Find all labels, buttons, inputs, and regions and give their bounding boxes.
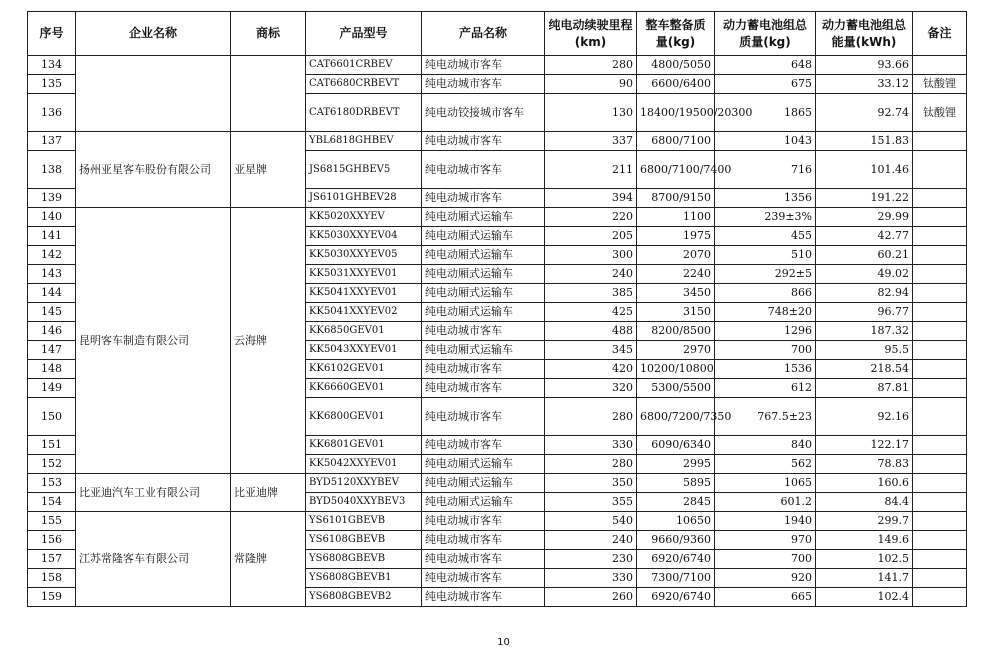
- range-cell: 220: [545, 208, 637, 227]
- brand-cell: 亚星牌: [231, 132, 306, 208]
- range-cell: 230: [545, 550, 637, 569]
- range-cell: 280: [545, 398, 637, 436]
- mass-cell: 2240: [637, 265, 715, 284]
- note-cell: [913, 265, 967, 284]
- mass-cell: 5300/5500: [637, 379, 715, 398]
- header-row: [28, 12, 967, 56]
- seq-cell: 153: [28, 474, 76, 493]
- battery-energy-cell: 299.7: [816, 512, 913, 531]
- range-cell: 130: [545, 94, 637, 132]
- product-cell: 纯电动厢式运输车: [422, 246, 545, 265]
- model-cell: KK5043XXYEV01: [306, 341, 422, 360]
- table-row: [28, 512, 967, 531]
- company-cell: 比亚迪汽车工业有限公司: [76, 474, 231, 512]
- battery-mass-cell: 562: [715, 455, 816, 474]
- battery-mass-cell: 239±3%: [715, 208, 816, 227]
- model-cell: BYD5040XXYBEV3: [306, 493, 422, 512]
- range-cell: 420: [545, 360, 637, 379]
- note-cell: [913, 341, 967, 360]
- product-cell: 纯电动城市客车: [422, 56, 545, 75]
- mass-cell: 2995: [637, 455, 715, 474]
- battery-mass-cell: 700: [715, 550, 816, 569]
- product-cell: 纯电动城市客车: [422, 569, 545, 588]
- battery-mass-cell: 748±20: [715, 303, 816, 322]
- note-cell: [913, 284, 967, 303]
- battery-mass-cell: 767.5±23: [715, 398, 816, 436]
- range-cell: 240: [545, 265, 637, 284]
- battery-energy-cell: 149.6: [816, 531, 913, 550]
- product-cell: 纯电动城市客车: [422, 189, 545, 208]
- product-cell: 纯电动铰接城市客车: [422, 94, 545, 132]
- note-cell: [913, 569, 967, 588]
- battery-energy-cell: 160.6: [816, 474, 913, 493]
- seq-cell: 157: [28, 550, 76, 569]
- product-cell: 纯电动厢式运输车: [422, 474, 545, 493]
- mass-cell: 10650: [637, 512, 715, 531]
- seq-cell: 149: [28, 379, 76, 398]
- battery-mass-cell: 1065: [715, 474, 816, 493]
- seq-cell: 139: [28, 189, 76, 208]
- company-cell: 江苏常隆客车有限公司: [76, 512, 231, 607]
- mass-cell: 2070: [637, 246, 715, 265]
- mass-cell: 6800/7100: [637, 132, 715, 151]
- table-row: [28, 132, 967, 151]
- battery-mass-cell: 665: [715, 588, 816, 607]
- battery-mass-cell: 612: [715, 379, 816, 398]
- battery-energy-cell: 60.21: [816, 246, 913, 265]
- range-cell: 280: [545, 56, 637, 75]
- seq-cell: 135: [28, 75, 76, 94]
- note-cell: [913, 531, 967, 550]
- battery-energy-cell: 92.74: [816, 94, 913, 132]
- seq-cell: 152: [28, 455, 76, 474]
- mass-cell: 5895: [637, 474, 715, 493]
- seq-cell: 144: [28, 284, 76, 303]
- range-cell: 205: [545, 227, 637, 246]
- mass-cell: 2845: [637, 493, 715, 512]
- product-cell: 纯电动城市客车: [422, 151, 545, 189]
- mass-cell: 6090/6340: [637, 436, 715, 455]
- note-cell: [913, 550, 967, 569]
- battery-mass-cell: 675: [715, 75, 816, 94]
- range-cell: 350: [545, 474, 637, 493]
- model-cell: YS6808GBEVB1: [306, 569, 422, 588]
- battery-energy-cell: 29.99: [816, 208, 913, 227]
- mass-cell: 4800/5050: [637, 56, 715, 75]
- header-battery-mass: 动力蓄电池组总质量(kg): [715, 12, 816, 56]
- page-number: 10: [497, 637, 510, 648]
- range-cell: 240: [545, 531, 637, 550]
- range-cell: 330: [545, 569, 637, 588]
- product-cell: 纯电动城市客车: [422, 322, 545, 341]
- battery-mass-cell: 970: [715, 531, 816, 550]
- seq-cell: 138: [28, 151, 76, 189]
- range-cell: 280: [545, 455, 637, 474]
- mass-cell: 3450: [637, 284, 715, 303]
- seq-cell: 146: [28, 322, 76, 341]
- battery-energy-cell: 102.5: [816, 550, 913, 569]
- mass-cell: 10200/10800: [637, 360, 715, 379]
- battery-energy-cell: 95.5: [816, 341, 913, 360]
- header-seq: 序号: [28, 12, 76, 56]
- seq-cell: 141: [28, 227, 76, 246]
- model-cell: JS6815GHBEV5: [306, 151, 422, 189]
- header-product: 产品名称: [422, 12, 545, 56]
- seq-cell: 147: [28, 341, 76, 360]
- vehicle-catalog-table: [27, 11, 967, 607]
- mass-cell: 6800/7100/7400: [637, 151, 715, 189]
- model-cell: KK5020XXYEV: [306, 208, 422, 227]
- note-cell: [913, 455, 967, 474]
- mass-cell: 9660/9360: [637, 531, 715, 550]
- product-cell: 纯电动厢式运输车: [422, 455, 545, 474]
- range-cell: 540: [545, 512, 637, 531]
- battery-energy-cell: 122.17: [816, 436, 913, 455]
- note-cell: 钛酸锂: [913, 94, 967, 132]
- table-row: [28, 208, 967, 227]
- battery-energy-cell: 96.77: [816, 303, 913, 322]
- model-cell: KK6850GEV01: [306, 322, 422, 341]
- note-cell: [913, 227, 967, 246]
- model-cell: KK5041XXYEV01: [306, 284, 422, 303]
- note-cell: [913, 303, 967, 322]
- model-cell: CAT6601CRBEV: [306, 56, 422, 75]
- note-cell: [913, 512, 967, 531]
- product-cell: 纯电动城市客车: [422, 588, 545, 607]
- model-cell: KK5030XXYEV04: [306, 227, 422, 246]
- range-cell: 330: [545, 436, 637, 455]
- model-cell: KK5041XXYEV02: [306, 303, 422, 322]
- note-cell: [913, 208, 967, 227]
- battery-mass-cell: 648: [715, 56, 816, 75]
- battery-mass-cell: 1536: [715, 360, 816, 379]
- model-cell: YS6101GBEVB: [306, 512, 422, 531]
- seq-cell: 134: [28, 56, 76, 75]
- model-cell: YS6808GBEVB2: [306, 588, 422, 607]
- model-cell: KK5030XXYEV05: [306, 246, 422, 265]
- header-note: 备注: [913, 12, 967, 56]
- battery-mass-cell: 510: [715, 246, 816, 265]
- note-cell: [913, 56, 967, 75]
- model-cell: YS6108GBEVB: [306, 531, 422, 550]
- product-cell: 纯电动城市客车: [422, 436, 545, 455]
- range-cell: 425: [545, 303, 637, 322]
- model-cell: YS6808GBEVB: [306, 550, 422, 569]
- mass-cell: 18400/19500/20300: [637, 94, 715, 132]
- mass-cell: 6600/6400: [637, 75, 715, 94]
- product-cell: 纯电动城市客车: [422, 379, 545, 398]
- note-cell: [913, 132, 967, 151]
- model-cell: KK6800GEV01: [306, 398, 422, 436]
- seq-cell: 142: [28, 246, 76, 265]
- range-cell: 300: [545, 246, 637, 265]
- mass-cell: 1975: [637, 227, 715, 246]
- battery-mass-cell: 700: [715, 341, 816, 360]
- model-cell: BYD5120XXYBEV: [306, 474, 422, 493]
- note-cell: [913, 189, 967, 208]
- header-range: 纯电动续驶里程(km): [545, 12, 637, 56]
- mass-cell: 8200/8500: [637, 322, 715, 341]
- range-cell: 355: [545, 493, 637, 512]
- note-cell: [913, 246, 967, 265]
- product-cell: 纯电动厢式运输车: [422, 227, 545, 246]
- range-cell: 385: [545, 284, 637, 303]
- header-mass: 整车整备质量(kg): [637, 12, 715, 56]
- header-battery-energy: 动力蓄电池组总能量(kWh): [816, 12, 913, 56]
- note-cell: [913, 151, 967, 189]
- battery-mass-cell: 1043: [715, 132, 816, 151]
- brand-cell: 常隆牌: [231, 512, 306, 607]
- table-row: [28, 56, 967, 75]
- brand-cell: 云海牌: [231, 208, 306, 474]
- brand-cell: [231, 56, 306, 132]
- range-cell: 320: [545, 379, 637, 398]
- product-cell: 纯电动厢式运输车: [422, 341, 545, 360]
- battery-energy-cell: 33.12: [816, 75, 913, 94]
- battery-energy-cell: 93.66: [816, 56, 913, 75]
- company-cell: [76, 56, 231, 132]
- model-cell: KK5031XXYEV01: [306, 265, 422, 284]
- battery-energy-cell: 151.83: [816, 132, 913, 151]
- battery-mass-cell: 601.2: [715, 493, 816, 512]
- battery-energy-cell: 102.4: [816, 588, 913, 607]
- seq-cell: 137: [28, 132, 76, 151]
- battery-energy-cell: 191.22: [816, 189, 913, 208]
- mass-cell: 6800/7200/7350: [637, 398, 715, 436]
- product-cell: 纯电动城市客车: [422, 398, 545, 436]
- seq-cell: 155: [28, 512, 76, 531]
- mass-cell: 6920/6740: [637, 588, 715, 607]
- note-cell: [913, 493, 967, 512]
- battery-mass-cell: 920: [715, 569, 816, 588]
- product-cell: 纯电动城市客车: [422, 360, 545, 379]
- battery-energy-cell: 78.83: [816, 455, 913, 474]
- note-cell: [913, 474, 967, 493]
- battery-energy-cell: 187.32: [816, 322, 913, 341]
- battery-mass-cell: 292±5: [715, 265, 816, 284]
- brand-cell: 比亚迪牌: [231, 474, 306, 512]
- seq-cell: 136: [28, 94, 76, 132]
- battery-energy-cell: 82.94: [816, 284, 913, 303]
- battery-mass-cell: 1296: [715, 322, 816, 341]
- company-cell: 扬州亚星客车股份有限公司: [76, 132, 231, 208]
- battery-mass-cell: 1940: [715, 512, 816, 531]
- mass-cell: 2970: [637, 341, 715, 360]
- battery-mass-cell: 1865: [715, 94, 816, 132]
- product-cell: 纯电动城市客车: [422, 531, 545, 550]
- battery-mass-cell: 455: [715, 227, 816, 246]
- model-cell: KK5042XXYEV01: [306, 455, 422, 474]
- range-cell: 394: [545, 189, 637, 208]
- seq-cell: 140: [28, 208, 76, 227]
- model-cell: CAT6180DRBEVT: [306, 94, 422, 132]
- battery-energy-cell: 42.77: [816, 227, 913, 246]
- battery-mass-cell: 866: [715, 284, 816, 303]
- seq-cell: 154: [28, 493, 76, 512]
- seq-cell: 150: [28, 398, 76, 436]
- mass-cell: 3150: [637, 303, 715, 322]
- range-cell: 211: [545, 151, 637, 189]
- note-cell: 钛酸锂: [913, 75, 967, 94]
- note-cell: [913, 379, 967, 398]
- seq-cell: 151: [28, 436, 76, 455]
- range-cell: 345: [545, 341, 637, 360]
- battery-mass-cell: 716: [715, 151, 816, 189]
- product-cell: 纯电动厢式运输车: [422, 493, 545, 512]
- battery-energy-cell: 49.02: [816, 265, 913, 284]
- product-cell: 纯电动城市客车: [422, 75, 545, 94]
- battery-energy-cell: 101.46: [816, 151, 913, 189]
- seq-cell: 148: [28, 360, 76, 379]
- battery-energy-cell: 92.16: [816, 398, 913, 436]
- range-cell: 337: [545, 132, 637, 151]
- range-cell: 260: [545, 588, 637, 607]
- seq-cell: 159: [28, 588, 76, 607]
- product-cell: 纯电动城市客车: [422, 512, 545, 531]
- seq-cell: 156: [28, 531, 76, 550]
- model-cell: JS6101GHBEV28: [306, 189, 422, 208]
- note-cell: [913, 436, 967, 455]
- note-cell: [913, 398, 967, 436]
- product-cell: 纯电动厢式运输车: [422, 208, 545, 227]
- model-cell: CAT6680CRBEVT: [306, 75, 422, 94]
- mass-cell: 7300/7100: [637, 569, 715, 588]
- model-cell: KK6660GEV01: [306, 379, 422, 398]
- battery-energy-cell: 84.4: [816, 493, 913, 512]
- model-cell: KK6801GEV01: [306, 436, 422, 455]
- battery-mass-cell: 1356: [715, 189, 816, 208]
- model-cell: KK6102GEV01: [306, 360, 422, 379]
- mass-cell: 8700/9150: [637, 189, 715, 208]
- product-cell: 纯电动城市客车: [422, 550, 545, 569]
- product-cell: 纯电动厢式运输车: [422, 265, 545, 284]
- header-company: 企业名称: [76, 12, 231, 56]
- product-cell: 纯电动厢式运输车: [422, 284, 545, 303]
- battery-mass-cell: 840: [715, 436, 816, 455]
- table-row: [28, 474, 967, 493]
- company-cell: 昆明客车制造有限公司: [76, 208, 231, 474]
- seq-cell: 143: [28, 265, 76, 284]
- mass-cell: 6920/6740: [637, 550, 715, 569]
- product-cell: 纯电动城市客车: [422, 132, 545, 151]
- model-cell: YBL6818GHBEV: [306, 132, 422, 151]
- battery-energy-cell: 218.54: [816, 360, 913, 379]
- range-cell: 90: [545, 75, 637, 94]
- battery-energy-cell: 87.81: [816, 379, 913, 398]
- battery-energy-cell: 141.7: [816, 569, 913, 588]
- seq-cell: 158: [28, 569, 76, 588]
- note-cell: [913, 322, 967, 341]
- mass-cell: 1100: [637, 208, 715, 227]
- header-brand: 商标: [231, 12, 306, 56]
- note-cell: [913, 360, 967, 379]
- header-model: 产品型号: [306, 12, 422, 56]
- product-cell: 纯电动厢式运输车: [422, 303, 545, 322]
- range-cell: 488: [545, 322, 637, 341]
- note-cell: [913, 588, 967, 607]
- seq-cell: 145: [28, 303, 76, 322]
